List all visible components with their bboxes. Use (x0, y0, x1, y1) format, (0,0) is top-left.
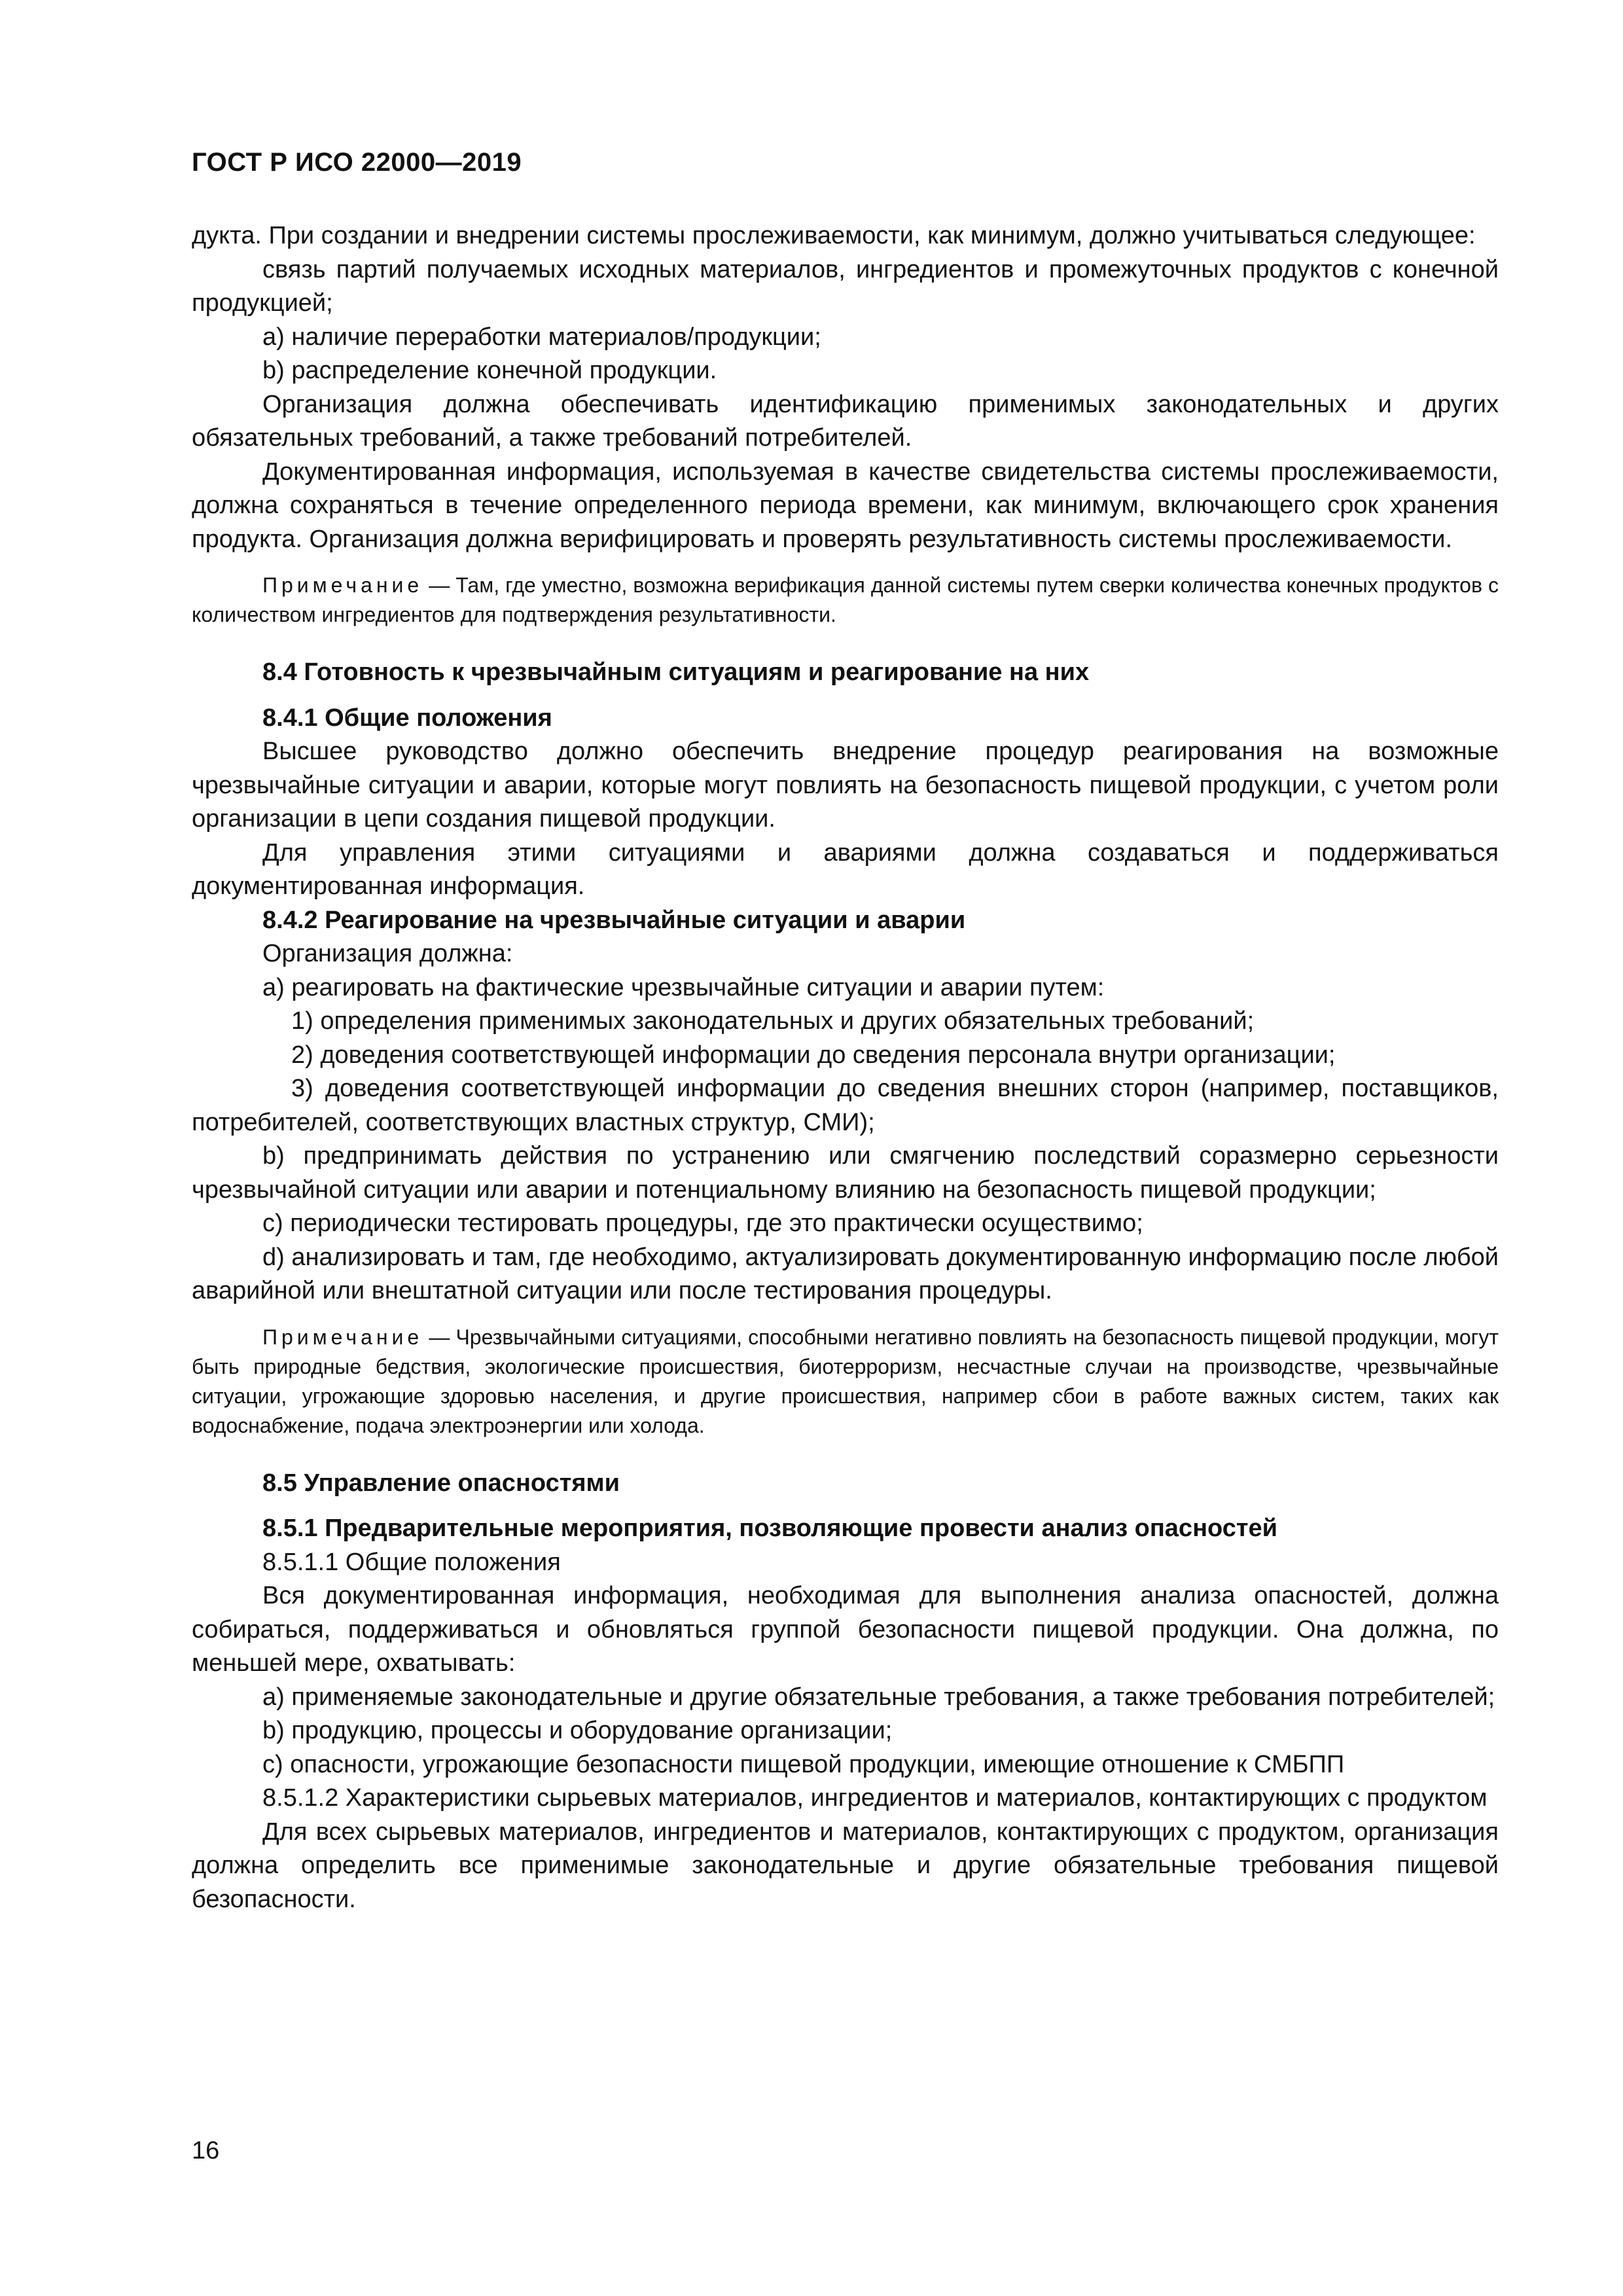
paragraph: Организация должна обеспечивать идентификацию применимых законодательных и других обязательных требований, а также требований потребителей. (192, 390, 1499, 452)
note (192, 571, 1499, 630)
paragraph: 8.5.1.1 Общие положения (262, 1548, 561, 1576)
note-label: Примечание (262, 1325, 423, 1349)
paragraph: 8.5.1.2 Характеристики сырьевых материалов, ингредиентов и материалов, контактирующих с продуктом (262, 1784, 1488, 1812)
list-item: 1) определения применимых законодательных и других обязательных требований; (291, 1007, 1255, 1035)
paragraph: Для управления этими ситуациями и авариями должна создаваться и поддерживаться документированная информация. (192, 838, 1499, 900)
list-item: 3) доведения соответствующей информации до сведения внешних сторон (например, поставщиков, потребителей, соответствующих властных структур, СМИ); (192, 1075, 1499, 1136)
paragraph: Вся документированная информация, необходимая для выполнения анализа опасностей, должна собираться, поддерживаться и обновляться группой безопасности пищевой продукции. Она должна, по меньшей мере, охватывать: (192, 1582, 1499, 1677)
note-text: — Чрезвычайными ситуациями, способными негативно повлиять на безопасность пищевой продукции, могут быть природные бедствия, экологические происшествия, биотерроризм, несчастные случаи на производстве, чрезвычайные ситуации, угрожающие здоровью населения, и другие происшествия, например сбои в работе важных систем, таких как водоснабжение, подача электроэнергии или холода. (192, 1325, 1499, 1437)
paragraph: Организация должна: (262, 940, 513, 967)
body-text (192, 219, 1499, 1916)
list-item: 2) доведения соответствующей информации до сведения персонала внутри организации; (291, 1041, 1336, 1069)
paragraph: Для всех сырьевых материалов, ингредиентов и материалов, контактирующих с продуктом, организация должна определить все применимые законодательные и другие обязательные требования пищевой безопасности. (192, 1818, 1499, 1913)
page-header: ГОСТ Р ИСО 22000—2019 (192, 148, 522, 177)
section-heading-8-5: 8.5 Управление опасностями (262, 1469, 620, 1497)
note-label: Примечание (262, 573, 423, 597)
list-item: a) применяемые законодательные и другие обязательные требования, а также требования потребителей; (262, 1683, 1495, 1711)
list-item: d) анализировать и там, где необходимо, актуализировать документированную информацию после любой аварийной или внештатной ситуации или после тестирования процедуры. (192, 1243, 1499, 1304)
note (192, 1323, 1499, 1441)
paragraph: Документированная информация, используемая в качестве свидетельства системы прослеживаемости, должна сохраняться в течение определенного периода времени, как минимум, включающего срок хранения продукта. Организация должна верифицировать и проверять результативность системы прослеживаемости. (192, 457, 1499, 553)
subsection-heading-8-5-1: 8.5.1 Предварительные мероприятия, позволяющие провести анализ опасностей (262, 1515, 1277, 1542)
list-item: a) наличие переработки материалов/продукции; (262, 323, 821, 351)
list-item: b) предпринимать действия по устранению или смягчению последствий соразмерно серьезности чрезвычайной ситуации или аварии и потенциальному влиянию на безопасность пищевой продукции; (192, 1142, 1499, 1204)
list-item: b) продукцию, процессы и оборудование организации; (262, 1717, 893, 1744)
section-heading-8-4: 8.4 Готовность к чрезвычайным ситуациям и реагирование на них (262, 658, 1090, 686)
list-item: a) реагировать на фактические чрезвычайные ситуации и аварии путем: (262, 973, 1105, 1001)
page-number: 16 (192, 2137, 220, 2164)
paragraph: связь партий получаемых исходных материалов, ингредиентов и промежуточных продуктов с конечной продукцией; (192, 255, 1499, 317)
subsection-heading-8-4-1: 8.4.1 Общие положения (262, 704, 552, 732)
paragraph: Высшее руководство должно обеспечить внедрение процедур реагирования на возможные чрезвычайные ситуации и аварии, которые могут повлиять на безопасность пищевой продукции, с учетом роли организации в цепи создания пищевой продукции. (192, 738, 1499, 833)
list-item: c) периодически тестировать процедуры, где это практически осуществимо; (262, 1210, 1143, 1237)
list-item: c) опасности, угрожающие безопасности пищевой продукции, имеющие отношение к СМБПП (262, 1750, 1345, 1778)
note-text: — Там, где уместно, возможна верификация данной системы путем сверки количества конечных продуктов с количеством ингредиентов для подтверждения результативности. (192, 573, 1499, 626)
list-item: b) распределение конечной продукции. (262, 357, 717, 384)
subsection-heading-8-4-2: 8.4.2 Реагирование на чрезвычайные ситуации и аварии (262, 906, 966, 934)
paragraph: дукта. При создании и внедрении системы прослеживаемости, как минимум, должно учитываться следующее: (192, 222, 1476, 249)
